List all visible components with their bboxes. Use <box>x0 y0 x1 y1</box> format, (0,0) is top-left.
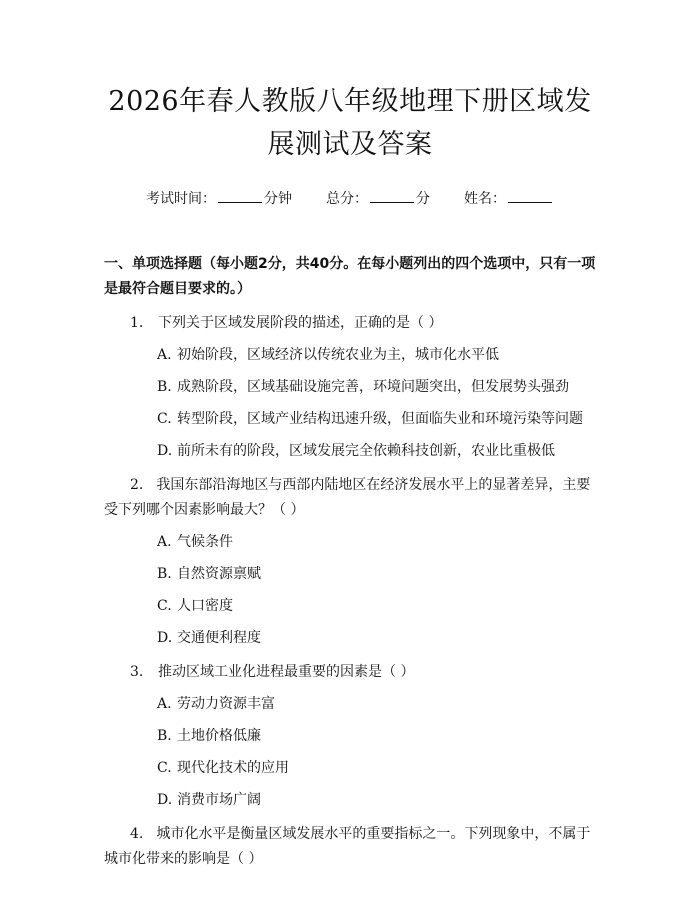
exam-time-field <box>146 188 292 208</box>
option-letter: B. <box>157 728 172 744</box>
name-field <box>464 188 554 208</box>
question-number: 1. <box>130 315 144 331</box>
option-letter: D. <box>157 792 173 808</box>
option-letter: D. <box>157 443 173 459</box>
question-3 <box>104 660 596 685</box>
question-text: 城市化水平是衡量区域发展水平的重要指标之一。下列现象中，不属于城市化带来的影响是（ ） <box>104 826 591 867</box>
option-1d <box>104 439 596 464</box>
question-number: 2. <box>130 477 144 493</box>
option-3d <box>104 788 596 813</box>
exam-time-label: 考试时间： <box>146 191 216 207</box>
option-1b <box>104 375 596 400</box>
total-score-unit: 分 <box>416 191 430 207</box>
option-1a <box>104 343 596 368</box>
exam-info <box>104 188 596 208</box>
total-score-blank <box>370 190 414 203</box>
option-text: 现代化技术的应用 <box>177 760 289 776</box>
question-4 <box>104 822 596 872</box>
option-2a <box>104 530 596 555</box>
name-label: 姓名： <box>464 191 506 207</box>
option-text: 成熟阶段，区域基础设施完善，环境问题突出，但发展势头强劲 <box>177 379 569 395</box>
question-text: 我国东部沿海地区与西部内陆地区在经济发展水平上的显著差异，主要受下列哪个因素影响最大？（ ） <box>104 477 591 518</box>
option-letter: A. <box>157 696 172 712</box>
option-2b <box>104 562 596 587</box>
question-number: 4. <box>130 826 144 842</box>
option-letter: C. <box>157 411 172 427</box>
option-text: 消费市场广阔 <box>177 792 261 808</box>
option-text: 气候条件 <box>177 534 233 550</box>
total-score-field <box>326 188 430 208</box>
option-text: 自然资源禀赋 <box>177 566 261 582</box>
exam-time-unit: 分钟 <box>264 191 292 207</box>
option-letter: B. <box>157 379 172 395</box>
option-letter: B. <box>157 566 172 582</box>
option-letter: C. <box>157 760 172 776</box>
question-number: 3. <box>130 664 144 680</box>
question-text: 推动区域工业化进程最重要的因素是（ ） <box>158 664 415 680</box>
section-heading: 一、单项选择题（每小题2分，共40分。在每小题列出的四个选项中，只有一项是最符合题目要求的。） <box>104 256 596 297</box>
exam-time-blank <box>218 190 262 203</box>
question-2 <box>104 473 596 523</box>
option-text: 交通便利程度 <box>177 630 261 646</box>
page-title: 2026年春人教版八年级地理下册区域发展测试及答案 <box>108 86 592 160</box>
total-score-label: 总分： <box>326 191 368 207</box>
option-text: 前所未有的阶段，区域发展完全依赖科技创新，农业比重极低 <box>177 443 555 459</box>
option-1c <box>104 407 596 432</box>
option-3b <box>104 724 596 749</box>
option-letter: D. <box>157 630 173 646</box>
option-3c <box>104 756 596 781</box>
option-text: 劳动力资源丰富 <box>177 696 275 712</box>
option-letter: C. <box>157 598 172 614</box>
option-letter: A. <box>157 534 172 550</box>
name-blank <box>508 190 552 203</box>
question-text: 下列关于区域发展阶段的描述，正确的是（ ） <box>158 315 443 331</box>
option-text: 初始阶段，区域经济以传统农业为主，城市化水平低 <box>177 347 499 363</box>
option-letter: A. <box>157 347 172 363</box>
question-1 <box>104 311 596 336</box>
option-text: 土地价格低廉 <box>177 728 261 744</box>
option-2d <box>104 626 596 651</box>
option-2c <box>104 594 596 619</box>
option-3a <box>104 692 596 717</box>
option-text: 人口密度 <box>177 598 233 614</box>
option-text: 转型阶段，区域产业结构迅速升级，但面临失业和环境污染等问题 <box>177 411 583 427</box>
